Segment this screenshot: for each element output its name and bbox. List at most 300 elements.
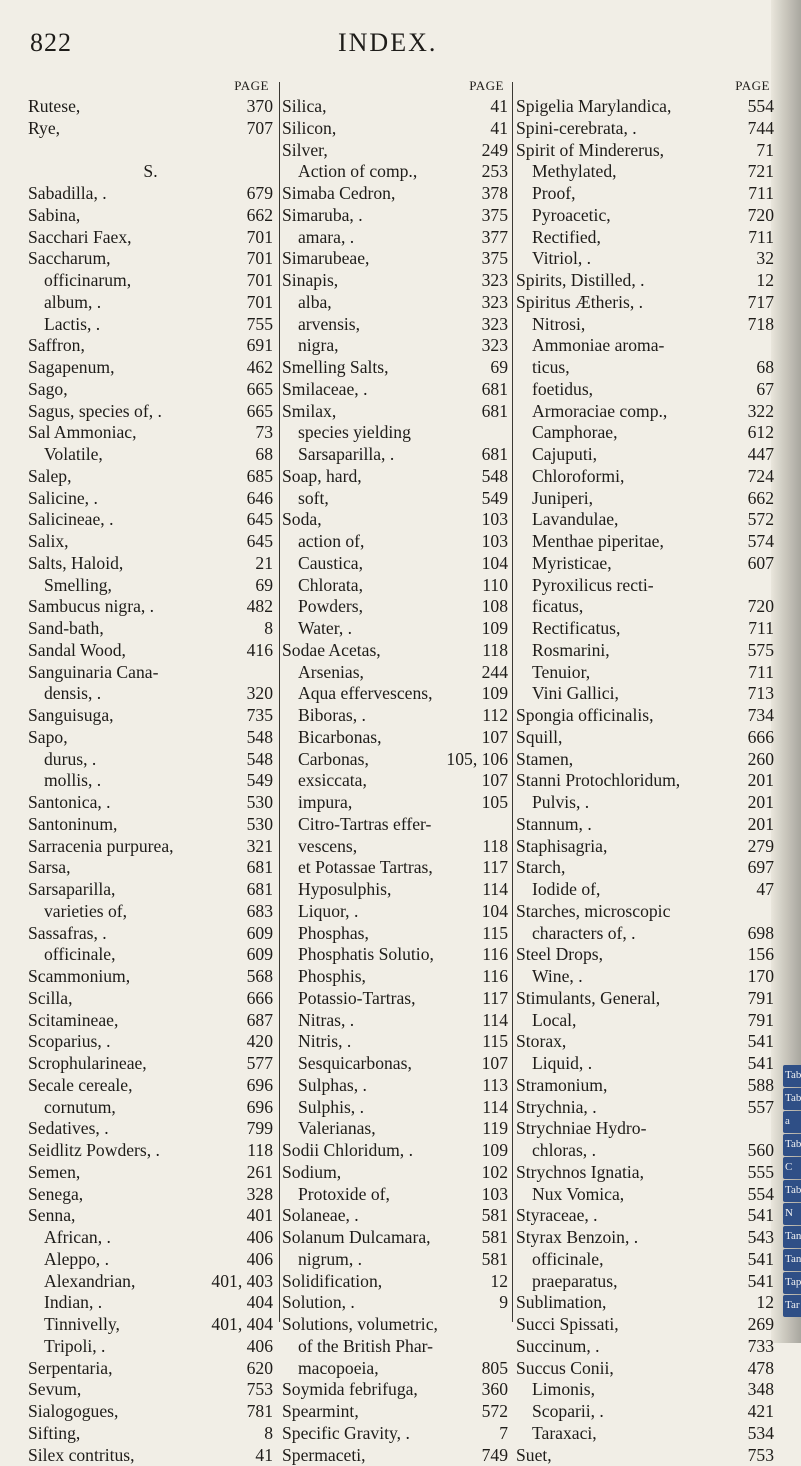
- entry-page: 320: [247, 683, 273, 705]
- entry-term: Strychnos Ignatia,: [516, 1162, 644, 1184]
- edge-tab: [783, 1065, 801, 1087]
- edge-tab: [783, 1157, 801, 1179]
- index-entry: [516, 553, 774, 575]
- index-entry: [516, 96, 774, 118]
- index-entry: [28, 705, 273, 727]
- entry-page: 666: [247, 988, 273, 1010]
- index-entry: [28, 357, 273, 379]
- entry-term: Rectified,: [532, 227, 601, 249]
- index-entry: [28, 1010, 273, 1032]
- entry-term: Sand-bath,: [28, 618, 104, 640]
- entry-term: Squill,: [516, 727, 562, 749]
- entry-page: 447: [748, 444, 774, 466]
- index-entry: [28, 857, 273, 879]
- index-entry: [28, 1053, 273, 1075]
- index-entry: [516, 1336, 774, 1358]
- index-entry: [282, 444, 508, 466]
- entry-term: Sulphas, .: [298, 1075, 367, 1097]
- entry-page: 115: [482, 1031, 508, 1053]
- entry-page: 662: [748, 488, 774, 510]
- index-entry: [28, 1227, 273, 1249]
- index-entry: [28, 1401, 273, 1423]
- index-entry: [516, 466, 774, 488]
- index-entry: [28, 1249, 273, 1271]
- entry-page: 581: [482, 1249, 508, 1271]
- entry-term: ticus,: [532, 357, 570, 379]
- index-entry: [516, 1271, 774, 1293]
- entry-page: 572: [748, 509, 774, 531]
- entry-term: Salts, Haloid,: [28, 553, 123, 575]
- entry-term: Smilaceae, .: [282, 379, 368, 401]
- entry-term: Sabina,: [28, 205, 80, 227]
- entry-page: 105, 106: [446, 749, 508, 771]
- entry-term: Methylated,: [532, 161, 617, 183]
- index-entry: [28, 270, 273, 292]
- entry-term: Sinapis,: [282, 270, 338, 292]
- entry-page: 753: [748, 1445, 774, 1466]
- index-entry: [516, 1075, 774, 1097]
- entry-term: Salep,: [28, 466, 72, 488]
- index-entry: [516, 292, 774, 314]
- index-entry: [516, 314, 774, 336]
- entry-page: 541: [748, 1031, 774, 1053]
- entry-term: Silver,: [282, 140, 328, 162]
- entry-page: 698: [748, 923, 774, 945]
- entry-page: 253: [482, 161, 508, 183]
- entry-page: 370: [247, 96, 273, 118]
- edge-tab-label: Tap: [785, 1276, 801, 1288]
- entry-term: Sagapenum,: [28, 357, 114, 379]
- index-entry: [28, 879, 273, 901]
- entry-page: 107: [482, 1053, 508, 1075]
- entry-page: 721: [748, 161, 774, 183]
- index-entry: [516, 1010, 774, 1032]
- index-entry: [282, 749, 508, 771]
- edge-tab: [783, 1111, 801, 1133]
- entry-term: Scilla,: [28, 988, 72, 1010]
- entry-term: action of,: [298, 531, 364, 553]
- entry-term: Scoparius, .: [28, 1031, 111, 1053]
- index-entry: [282, 1162, 508, 1184]
- entry-page: 744: [748, 118, 774, 140]
- entry-term: Succus Conii,: [516, 1358, 614, 1380]
- entry-page: 69: [255, 575, 273, 597]
- entry-page: 71: [756, 140, 774, 162]
- entry-term: Silica,: [282, 96, 326, 118]
- entry-page: 170: [748, 966, 774, 988]
- entry-page: 12: [756, 270, 774, 292]
- index-entry: [28, 553, 273, 575]
- entry-term: Liquor, .: [298, 901, 358, 923]
- entry-term: vescens,: [298, 836, 357, 858]
- entry-term: Carbonas,: [298, 749, 369, 771]
- entry-page: 348: [748, 1379, 774, 1401]
- index-entry: [28, 379, 273, 401]
- entry-page: 687: [247, 1010, 273, 1032]
- entry-page: 9: [499, 1292, 508, 1314]
- index-entry: [28, 335, 273, 357]
- index-column-2: [282, 78, 508, 1466]
- index-entry: [28, 901, 273, 923]
- entry-page: 103: [482, 1184, 508, 1206]
- entry-page: 115: [482, 923, 508, 945]
- entry-term: varieties of,: [44, 901, 127, 923]
- entry-term: Pulvis, .: [532, 792, 589, 814]
- index-entry: [516, 1140, 774, 1162]
- entry-term: Smelling Salts,: [282, 357, 389, 379]
- index-entry: [282, 640, 508, 662]
- entry-page: 323: [482, 335, 508, 357]
- entry-page: 685: [247, 466, 273, 488]
- edge-tab-label: C: [785, 1161, 792, 1173]
- index-entry: [516, 966, 774, 988]
- index-entry: [282, 1445, 508, 1466]
- entry-page: 681: [482, 379, 508, 401]
- entry-page: 421: [748, 1401, 774, 1423]
- entry-term: Potassio-Tartras,: [298, 988, 416, 1010]
- entry-term: Sesquicarbonas,: [298, 1053, 412, 1075]
- entry-page: 718: [748, 314, 774, 336]
- index-entry: [516, 422, 774, 444]
- index-entry: [28, 488, 273, 510]
- entry-page: 713: [748, 683, 774, 705]
- entry-term: Starch,: [516, 857, 565, 879]
- entry-page: 260: [748, 749, 774, 771]
- entry-term: Water, .: [298, 618, 352, 640]
- entry-term: Sapo,: [28, 727, 68, 749]
- entry-term: Smelling,: [44, 575, 112, 597]
- entry-page: 279: [748, 836, 774, 858]
- index-entry: [516, 401, 774, 423]
- entry-term: Citro-Tartras effer-: [298, 814, 431, 836]
- index-entry: [516, 662, 774, 684]
- entry-page: 711: [748, 618, 774, 640]
- entry-term: Saccharum,: [28, 248, 111, 270]
- index-entry: [28, 944, 273, 966]
- entry-page: 711: [748, 183, 774, 205]
- index-entry: [282, 379, 508, 401]
- index-entry: [516, 1358, 774, 1380]
- index-entry: [28, 444, 273, 466]
- index-entry: [282, 401, 508, 423]
- entry-page: 156: [748, 944, 774, 966]
- index-entry: [282, 618, 508, 640]
- index-entry: [28, 205, 273, 227]
- index-entry: [28, 618, 273, 640]
- entry-page: 724: [748, 466, 774, 488]
- entry-page: 577: [247, 1053, 273, 1075]
- entry-page: 646: [247, 488, 273, 510]
- entry-term: Soda,: [282, 509, 322, 531]
- edge-tab: [783, 1249, 801, 1271]
- entry-term: Simaruba, .: [282, 205, 363, 227]
- entry-page: 103: [482, 509, 508, 531]
- index-entry: [516, 1227, 774, 1249]
- entry-page: 581: [482, 1227, 508, 1249]
- entry-page: 711: [748, 662, 774, 684]
- entry-term: Sifting,: [28, 1423, 80, 1445]
- entry-page: 607: [748, 553, 774, 575]
- index-entry: [282, 727, 508, 749]
- entry-term: Senna,: [28, 1205, 75, 1227]
- entry-page: 478: [748, 1358, 774, 1380]
- page-edge: [771, 0, 801, 1343]
- index-entry: [282, 227, 508, 249]
- entry-term: Strychnia, .: [516, 1097, 597, 1119]
- index-entry: [282, 509, 508, 531]
- entry-page: 681: [482, 444, 508, 466]
- entry-page: 109: [482, 618, 508, 640]
- edge-tab-label: Tab: [785, 1184, 801, 1196]
- entry-page: 328: [247, 1184, 273, 1206]
- entry-page: 69: [490, 357, 508, 379]
- index-entry: [28, 596, 273, 618]
- index-entry: [28, 1423, 273, 1445]
- index-entry: [28, 727, 273, 749]
- index-entry: [282, 96, 508, 118]
- index-entry: [516, 205, 774, 227]
- index-entry: [282, 118, 508, 140]
- index-entry: [516, 683, 774, 705]
- entry-page: 107: [482, 727, 508, 749]
- entry-term: Lavandulae,: [532, 509, 618, 531]
- entry-page: 68: [756, 357, 774, 379]
- entry-page: 108: [482, 596, 508, 618]
- entry-page: 73: [255, 422, 273, 444]
- index-entry: [282, 1336, 508, 1358]
- column-rule: [279, 82, 280, 1322]
- entry-page: 554: [748, 96, 774, 118]
- entry-page: 110: [482, 575, 508, 597]
- entry-page: 711: [748, 227, 774, 249]
- entry-page: 781: [247, 1401, 273, 1423]
- index-entry: [282, 292, 508, 314]
- index-entry: [516, 836, 774, 858]
- entry-page: 249: [482, 140, 508, 162]
- entry-term: Rutese,: [28, 96, 80, 118]
- index-column-1: [28, 78, 273, 1466]
- entry-term: Styraceae, .: [516, 1205, 598, 1227]
- index-entry: [516, 988, 774, 1010]
- index-entry: [28, 466, 273, 488]
- entry-page: 21: [255, 553, 273, 575]
- entry-page: 104: [482, 553, 508, 575]
- entry-page: 696: [247, 1097, 273, 1119]
- entry-term: amara, .: [298, 227, 354, 249]
- column-rule: [512, 82, 513, 1322]
- entry-page: 749: [482, 1445, 508, 1466]
- index-entry: [28, 1314, 273, 1336]
- entry-term: durus, .: [44, 749, 96, 771]
- index-entry: [282, 531, 508, 553]
- index-entry: [28, 1118, 273, 1140]
- entry-term: Sarsaparilla, .: [298, 444, 394, 466]
- entry-page: 666: [748, 727, 774, 749]
- entry-page: 114: [482, 1010, 508, 1032]
- index-entry: [28, 1358, 273, 1380]
- entry-term: Spermaceti,: [282, 1445, 366, 1466]
- entry-page: 541: [748, 1053, 774, 1075]
- index-entry: [28, 422, 273, 444]
- index-entry: [28, 836, 273, 858]
- index-entry: [516, 357, 774, 379]
- entry-term: Solution, .: [282, 1292, 355, 1314]
- entry-page: 548: [482, 466, 508, 488]
- index-entry: [516, 727, 774, 749]
- entry-term: impura,: [298, 792, 352, 814]
- entry-term: Iodide of,: [532, 879, 600, 901]
- index-entry: [516, 857, 774, 879]
- index-entry: [282, 1358, 508, 1380]
- entry-term: Taraxaci,: [532, 1423, 597, 1445]
- index-entry: [28, 1205, 273, 1227]
- index-entry: [28, 770, 273, 792]
- entry-term: Sodae Acetas,: [282, 640, 381, 662]
- index-entry: [28, 1140, 273, 1162]
- entry-page: 755: [247, 314, 273, 336]
- entry-page: 735: [247, 705, 273, 727]
- index-entry: [282, 923, 508, 945]
- index-entry: [516, 575, 774, 597]
- entry-term: Silicon,: [282, 118, 336, 140]
- edge-tab: [783, 1088, 801, 1110]
- entry-term: Spirit of Mindererus,: [516, 140, 664, 162]
- index-entry: [282, 1031, 508, 1053]
- entry-term: Liquid, .: [532, 1053, 592, 1075]
- index-entry: [516, 183, 774, 205]
- entry-page: 118: [247, 1140, 273, 1162]
- index-entry: [282, 314, 508, 336]
- entry-page: 378: [482, 183, 508, 205]
- entry-term: African, .: [44, 1227, 111, 1249]
- entry-page: 32: [756, 248, 774, 270]
- entry-page: 548: [247, 749, 273, 771]
- entry-page: 360: [482, 1379, 508, 1401]
- entry-term: chloras, .: [532, 1140, 596, 1162]
- entry-term: Rye,: [28, 118, 60, 140]
- entry-page: 791: [748, 1010, 774, 1032]
- entry-term: Spirits, Distilled, .: [516, 270, 645, 292]
- entry-page: 799: [247, 1118, 273, 1140]
- entry-term: Chlorata,: [298, 575, 363, 597]
- entry-term: Sedatives, .: [28, 1118, 109, 1140]
- entry-term: Stramonium,: [516, 1075, 607, 1097]
- index-entry: [516, 792, 774, 814]
- index-entry: [516, 1423, 774, 1445]
- entry-page: 534: [748, 1423, 774, 1445]
- entry-term: Senega,: [28, 1184, 83, 1206]
- index-entry: [282, 770, 508, 792]
- entry-page: 420: [247, 1031, 273, 1053]
- entry-page: 406: [247, 1227, 273, 1249]
- entry-page: 557: [748, 1097, 774, 1119]
- index-entry: [516, 1292, 774, 1314]
- entry-term: Succinum, .: [516, 1336, 600, 1358]
- index-entry: [516, 444, 774, 466]
- entry-term: Volatile,: [44, 444, 103, 466]
- index-entry: [282, 335, 508, 357]
- entry-term: Local,: [532, 1010, 576, 1032]
- entry-term: Sassafras, .: [28, 923, 107, 945]
- index-entry: [28, 1271, 273, 1293]
- index-entry: [516, 1401, 774, 1423]
- entry-page: 105: [482, 792, 508, 814]
- entry-page: 416: [247, 640, 273, 662]
- index-entry: [28, 814, 273, 836]
- entry-term: Saffron,: [28, 335, 85, 357]
- entry-term: Limonis,: [532, 1379, 595, 1401]
- entry-term: Arsenias,: [298, 662, 364, 684]
- entry-page: 244: [482, 662, 508, 684]
- edge-tab-label: a: [785, 1115, 790, 1127]
- entry-term: Sarsaparilla,: [28, 879, 115, 901]
- entry-term: Santoninum,: [28, 814, 117, 836]
- entry-page: 323: [482, 314, 508, 336]
- index-entry: [516, 227, 774, 249]
- entry-page: 665: [247, 379, 273, 401]
- index-entry: [516, 140, 774, 162]
- entry-page: 530: [247, 814, 273, 836]
- entry-term: Juniperi,: [532, 488, 593, 510]
- index-entry: [516, 1379, 774, 1401]
- index-entry: [516, 1314, 774, 1336]
- entry-term: Spigelia Marylandica,: [516, 96, 671, 118]
- entry-page: 530: [247, 792, 273, 814]
- entry-term: Protoxide of,: [298, 1184, 390, 1206]
- index-entry: [282, 205, 508, 227]
- entry-term: Sodium,: [282, 1162, 341, 1184]
- index-entry: [28, 140, 273, 162]
- entry-term: Solanum Dulcamara,: [282, 1227, 431, 1249]
- entry-page: 541: [748, 1271, 774, 1293]
- entry-term: Hyposulphis,: [298, 879, 391, 901]
- entry-page: 720: [748, 596, 774, 618]
- entry-page: 696: [247, 1075, 273, 1097]
- index-entry: [28, 792, 273, 814]
- index-entry: [516, 1053, 774, 1075]
- index-entry: [282, 575, 508, 597]
- entry-term: Powders,: [298, 596, 363, 618]
- entry-page: 201: [748, 792, 774, 814]
- entry-term: Bicarbonas,: [298, 727, 382, 749]
- entry-page: 574: [748, 531, 774, 553]
- index-entry: [516, 509, 774, 531]
- entry-term: Sandal Wood,: [28, 640, 126, 662]
- entry-page: 323: [482, 292, 508, 314]
- entry-page: 609: [247, 923, 273, 945]
- entry-page: 109: [482, 683, 508, 705]
- index-entry: [282, 814, 508, 836]
- index-entry: [282, 553, 508, 575]
- entry-term: Styrax Benzoin, .: [516, 1227, 638, 1249]
- entry-page: 662: [247, 205, 273, 227]
- index-entry: [516, 270, 774, 292]
- entry-page: 717: [748, 292, 774, 314]
- index-entry: [282, 466, 508, 488]
- index-entry: [516, 705, 774, 727]
- index-entry: [516, 640, 774, 662]
- entry-page: 12: [490, 1271, 508, 1293]
- index-entry: [28, 183, 273, 205]
- entry-term: Spongia officinalis,: [516, 705, 653, 727]
- entry-page: 116: [482, 966, 508, 988]
- edge-tab-label: Tab: [785, 1092, 801, 1104]
- index-entry: [516, 118, 774, 140]
- entry-page: 681: [247, 879, 273, 901]
- entry-term: Tinnivelly,: [44, 1314, 120, 1336]
- index-entry: [282, 857, 508, 879]
- entry-page: 406: [247, 1249, 273, 1271]
